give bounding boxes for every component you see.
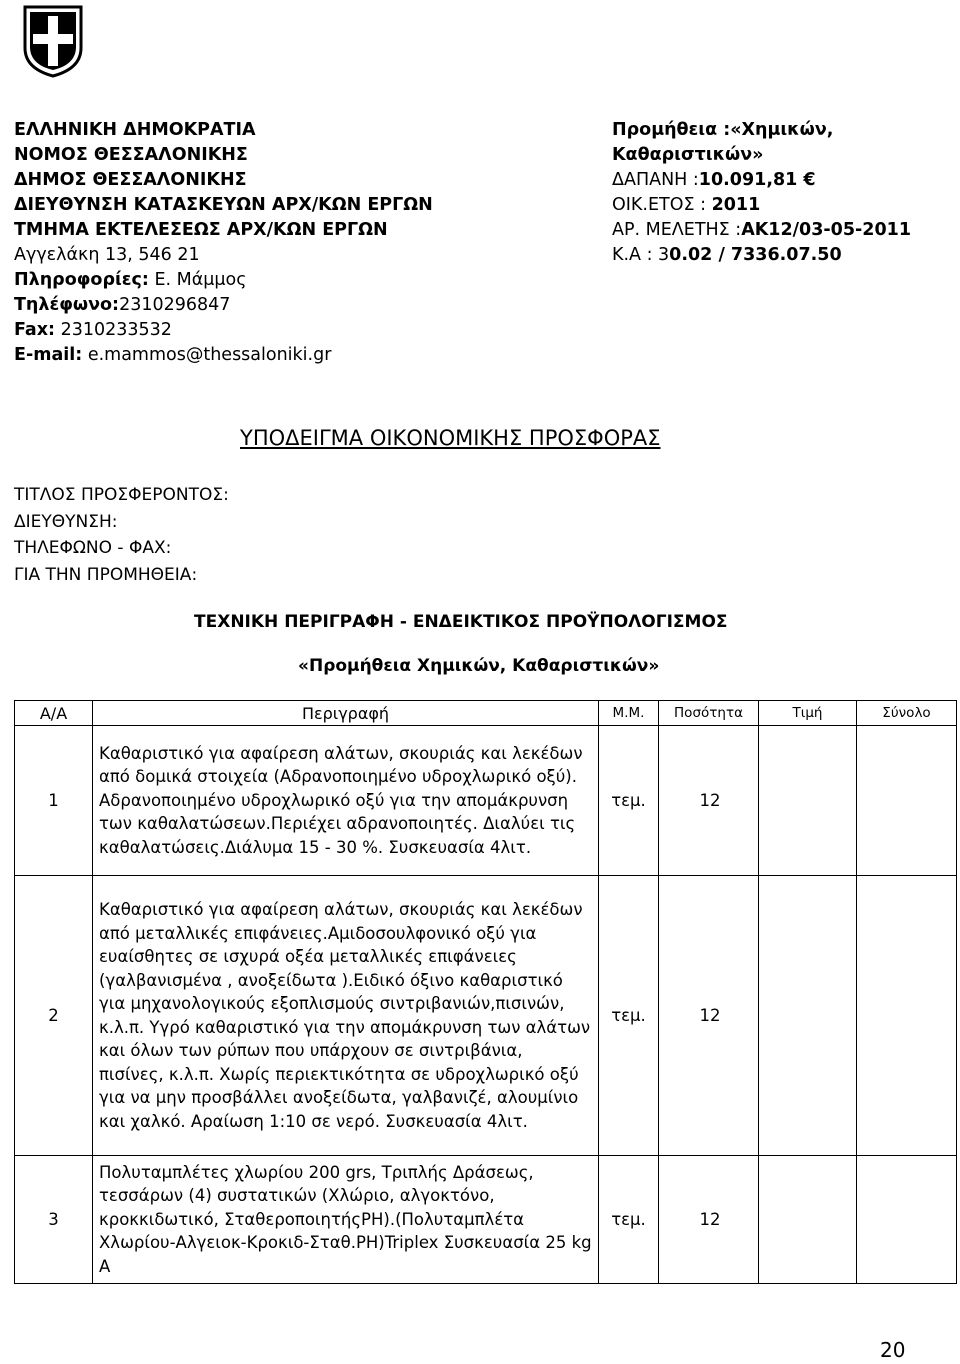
issuer-block <box>14 118 484 368</box>
for-supply-label: ΓΙΑ ΤΗΝ ΠΡΟΜΗΘΕΙΑ: <box>14 564 198 585</box>
email-label: E-mail: <box>14 345 83 365</box>
issuer-info <box>14 268 484 293</box>
issuer-email <box>14 343 484 368</box>
row-total <box>857 1156 957 1284</box>
year-label: ΟΙΚ.ΕΤΟΣ : <box>612 195 712 215</box>
row-aa: 2 <box>15 876 93 1156</box>
document-title: ΥΠΟΔΕΙΓΜΑ ΟΙΚΟΝΟΜΙΚΗΣ ΠΡΟΣΦΟΡΑΣ <box>240 426 661 450</box>
fax-value: 2310233532 <box>55 320 172 340</box>
table-header-row <box>15 701 957 726</box>
expense-value: 10.091,81 € <box>698 170 816 190</box>
table-row <box>15 726 957 876</box>
table-row <box>15 876 957 1156</box>
phone-value: 2310296847 <box>119 295 231 315</box>
ka-label: Κ.Α : 3 <box>612 245 670 265</box>
issuer-fax <box>14 318 484 343</box>
supply-title-line1: Προμήθεια :«Χημικών, <box>612 120 834 140</box>
year-line <box>612 193 952 218</box>
info-label: Πληροφορίες: <box>14 270 149 290</box>
row-description: Πολυταμπλέτες χλωρίου 200 grs, Τριπλής Δράσεως, τεσσάρων (4) συστατικών (Χλώριο, αλγοκτόνο, κροκκιδωτικό, ΣταθεροποιητήςΡΗ).(Πολυταμπλέτα Χλωρίου-Αλγειοκ-Κροκιδ-Σταθ.ΡΗ)Triplex Συσκευασία 25 kg A <box>93 1156 599 1284</box>
row-unit: τεμ. <box>599 876 659 1156</box>
issuer-address: Αγγελάκη 13, 546 21 <box>14 245 200 265</box>
issuer-municipality: ΔΗΜΟΣ ΘΕΣΣΑΛΟΝΙΚΗΣ <box>14 170 247 190</box>
issuer-directorate: ΔΙΕΥΘΥΝΣΗ ΚΑΤΑΣΚΕΥΩΝ ΑΡΧ/ΚΩΝ ΕΡΓΩΝ <box>14 195 433 215</box>
expense-label: ΔΑΠΑΝΗ : <box>612 170 699 190</box>
row-price <box>759 876 857 1156</box>
row-quantity: 12 <box>659 726 759 876</box>
row-total <box>857 876 957 1156</box>
row-unit: τεμ. <box>599 726 659 876</box>
row-price <box>759 1156 857 1284</box>
header-quantity: Ποσότητα <box>659 701 759 726</box>
phone-label: Τηλέφωνο: <box>14 295 120 315</box>
header-description: Περιγραφή <box>93 701 599 726</box>
address-label: ΔΙΕΥΘΥΝΣΗ: <box>14 511 118 532</box>
study-value: ΑΚ12/03-05-2011 <box>741 220 911 240</box>
issuer-prefecture: ΝΟΜΟΣ ΘΕΣΣΑΛΟΝΙΚΗΣ <box>14 145 248 165</box>
greek-emblem-icon <box>22 4 84 78</box>
supply-subject: «Προμήθεια Χημικών, Καθαριστικών» <box>298 656 660 676</box>
offer-fields <box>14 482 229 588</box>
row-quantity: 12 <box>659 1156 759 1284</box>
study-line <box>612 218 952 243</box>
row-total <box>857 726 957 876</box>
row-description: Καθαριστικό για αφαίρεση αλάτων, σκουριάς και λεκέδων από δομικά στοιχεία (Αδρανοποιημένο υδροχλωρικό οξύ). Αδρανοποιημένο υδροχλωρικό οξύ για την απομάκρυνση των καθαλατώσεων.Περιέχει αδρανοποιητές. Διαλύει τις καθαλατώσεις.Διάλυμα 15 - 30 %. Συσκευασία 4λιτ. <box>93 726 599 876</box>
year-value: 2011 <box>711 195 761 215</box>
table-row <box>15 1156 957 1284</box>
expense-line <box>612 168 952 193</box>
ka-line <box>612 243 952 268</box>
email-value: e.mammos@thessaloniki.gr <box>82 345 332 365</box>
row-aa: 3 <box>15 1156 93 1284</box>
row-aa: 1 <box>15 726 93 876</box>
items-table <box>14 700 956 1284</box>
study-label: ΑΡ. ΜΕΛΕΤΗΣ : <box>612 220 742 240</box>
row-description: Καθαριστικό για αφαίρεση αλάτων, σκουριάς και λεκέδων από μεταλλικές επιφάνειες.Αμιδοσουλφονικό οξύ για ευαίσθητες σε ισχυρά οξέα μεταλλικές επιφάνειες (γαλβανισμένα , ανοξείδωτα ).Ειδικό όξινο καθαριστικό για μηχανολογικούς εξοπλισμούς σιντριβανιών,πισινών, κ.λ.π. Υγρό καθαριστικό για την απομάκρυνση των αλάτων και όλων των ρύπων που υπάρχουν σε σιντριβάνια, πισίνες, κ.λ.π. Χωρίς περιεκτικότητα σε υδροχλωρικό οξύ για να μην προσβάλλει ανοξείδωτα, γαλβανιζέ, αλουμίνιο και χαλκό. Αραίωση 1:10 σε νερό. Συσκευασία 4λιτ. <box>93 876 599 1156</box>
row-quantity: 12 <box>659 876 759 1156</box>
fax-label: Fax: <box>14 320 56 340</box>
phone-fax-label: ΤΗΛΕΦΩΝΟ - ΦΑΧ: <box>14 538 172 558</box>
issuer-phone <box>14 293 484 318</box>
technical-title: ΤΕΧΝΙΚΗ ΠΕΡΙΓΡΑΦΗ - ΕΝΔΕΙΚΤΙΚΟΣ ΠΡΟΫΠΟΛΟΓΙΣΜΟΣ <box>194 612 728 632</box>
header-total: Σύνολο <box>857 701 957 726</box>
page-number: 20 <box>880 1338 906 1362</box>
issuer-department: ΤΜΗΜΑ ΕΚΤΕΛΕΣΕΩΣ ΑΡΧ/ΚΩΝ ΕΡΓΩΝ <box>14 220 388 240</box>
header-aa: Α/Α <box>15 701 93 726</box>
header-price: Τιμή <box>759 701 857 726</box>
row-unit: τεμ. <box>599 1156 659 1284</box>
issuer-country: ΕΛΛΗΝΙΚΗ ΔΗΜΟΚΡΑΤΙΑ <box>14 120 256 140</box>
supply-info-block <box>612 118 952 268</box>
row-price <box>759 726 857 876</box>
supply-title-line2: Καθαριστικών» <box>612 145 764 165</box>
bidder-label: ΤΙΤΛΟΣ ΠΡΟΣΦΕΡΟΝΤΟΣ: <box>14 485 229 505</box>
info-value: Ε. Μάμμος <box>148 270 247 290</box>
ka-value: 0.02 / 7336.07.50 <box>669 245 842 265</box>
header-unit: Μ.Μ. <box>599 701 659 726</box>
